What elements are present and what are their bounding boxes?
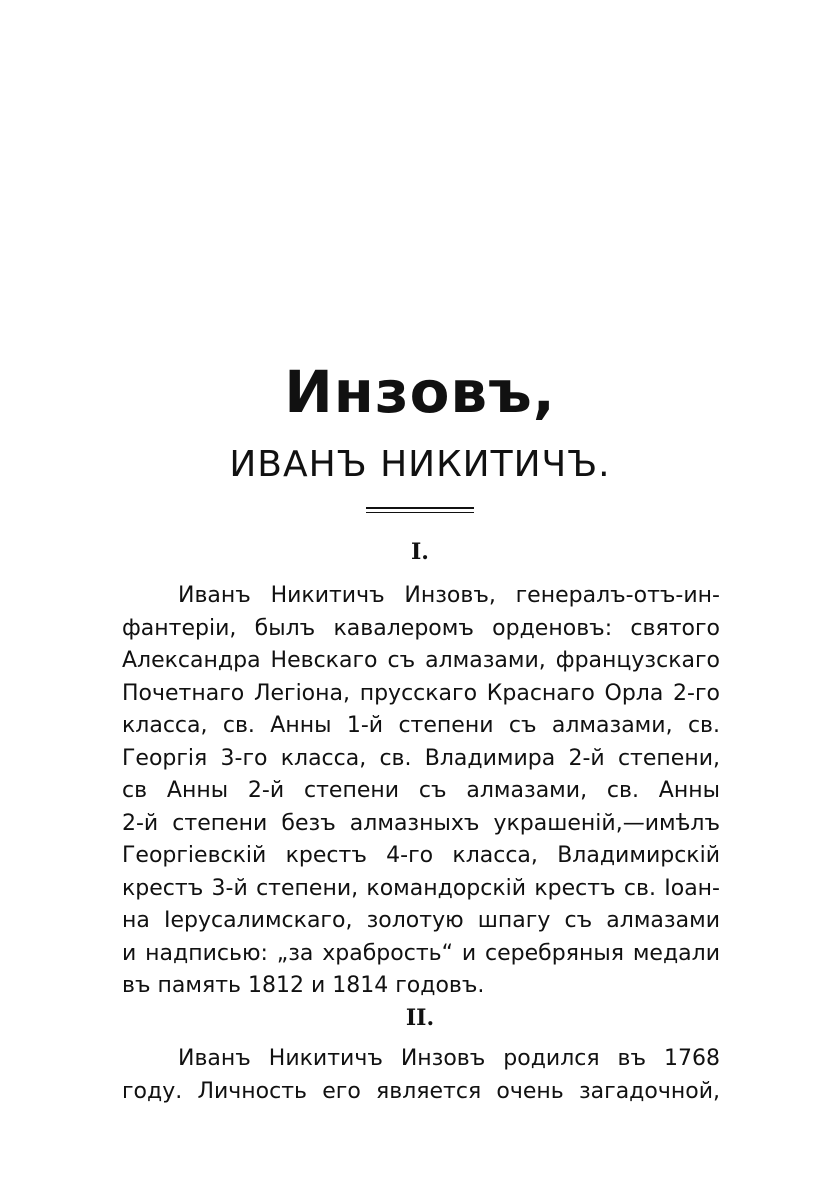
paragraph-line: св Анны 2-й степени съ алмазами, св. Анны <box>122 778 720 803</box>
paragraph-line: Почетнаго Легіона, прусскаго Краснаго Орла 2-го <box>122 680 720 706</box>
paragraph-line: Иванъ Никитичъ Инзовъ родился въ 1768 <box>178 1046 720 1071</box>
paragraph-line: въ память 1812 и 1814 годовъ. <box>122 973 485 998</box>
title-divider <box>366 507 474 514</box>
paragraph-line: класса, св. Анны 1-й степени съ алмазами, св. <box>122 713 720 738</box>
divider-line-thick <box>366 507 474 509</box>
paragraph-line: Георгіевскій крестъ 4-го класса, Владимирскій <box>122 843 720 868</box>
paragraph-line: Александра Невскаго съ алмазами, французскаго <box>122 648 720 673</box>
paragraph-line: и надписью: „за храбрость“ и серебряныя медали <box>122 940 720 966</box>
divider-line-thin <box>366 512 474 513</box>
paragraph-line: Георгія 3-го класса, св. Владимира 2-й степени, <box>122 745 720 771</box>
section-paragraph <box>122 1043 720 1108</box>
page-subtitle: ИВАНЪ НИКИТИЧЪ. <box>229 444 611 485</box>
page-title: Инзовъ, <box>284 358 556 426</box>
paragraph-line: году. Личность его является очень загадочной, <box>122 1078 720 1104</box>
section-number: II. <box>405 1005 435 1031</box>
section-number: I. <box>411 539 429 565</box>
paragraph-line: Иванъ Никитичъ Инзовъ, генералъ-отъ-ин- <box>178 583 720 608</box>
paragraph-line: крестъ 3-й степени, командорскій крестъ св. Іоан- <box>122 875 720 901</box>
paragraph-line: фантеріи, былъ кавалеромъ орденовъ: святого <box>122 615 720 641</box>
paragraph-line: 2-й степени безъ алмазныхъ украшеній,—имѣлъ <box>122 810 720 836</box>
section-paragraph <box>122 580 720 1003</box>
paragraph-line: на Іерусалимскаго, золотую шпагу съ алмазами <box>122 908 720 933</box>
